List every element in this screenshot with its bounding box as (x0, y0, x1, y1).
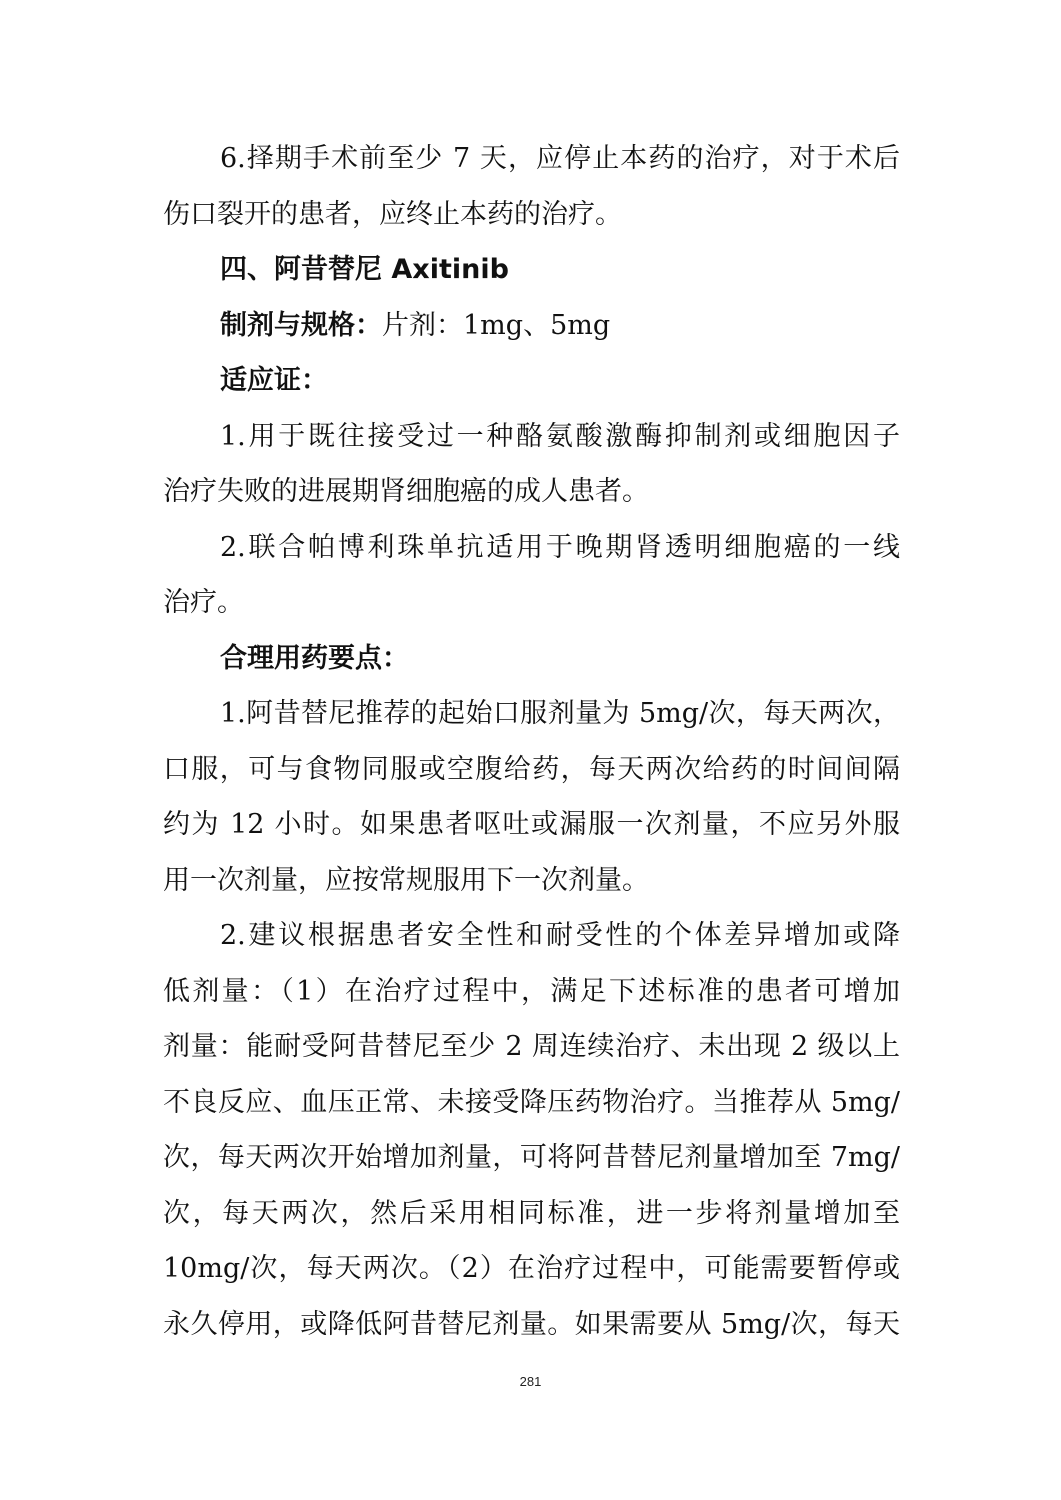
section-heading: 合理用药要点： (220, 642, 409, 674)
text-line: 低剂量：（1）在治疗过程中，满足下述标准的患者可增加 (163, 975, 900, 1007)
text-line: 2.建议根据患者安全性和耐受性的个体差异增加或降 (220, 920, 900, 951)
text-line: 6.择期手术前至少 7 天，应停止本药的治疗，对于术后 (220, 143, 900, 174)
text-line: 次，每天两次，然后采用相同标准，进一步将剂量增加至 (163, 1197, 900, 1229)
text-line: 剂量：能耐受阿昔替尼至少 2 周连续治疗、未出现 2 级以上 (163, 1031, 900, 1062)
text-line: 不良反应、血压正常、未接受降压药物治疗。当推荐从 5mg/ (163, 1086, 900, 1118)
text-line: 1.阿昔替尼推荐的起始口服剂量为 5mg/次，每天两次， (220, 698, 900, 729)
page-number: 281 (519, 1374, 542, 1389)
text-line: 用一次剂量，应按常规服用下一次剂量。 (163, 864, 649, 896)
text-line: 2.联合帕博利珠单抗适用于晚期肾透明细胞癌的一线 (220, 531, 900, 563)
document-body (163, 131, 900, 1352)
text-line: 永久停用，或降低阿昔替尼剂量。如果需要从 5mg/次，每天 (163, 1308, 900, 1340)
text-line (163, 298, 900, 354)
text-line: 口服，可与食物同服或空腹给药，每天两次给药的时间间隔 (163, 753, 900, 785)
text-line: 治疗。 (163, 587, 244, 618)
label-value: 片剂：1mg、5mg (382, 309, 611, 341)
section-heading: 适应证： (220, 365, 328, 396)
text-line: 治疗失败的进展期肾细胞癌的成人患者。 (163, 476, 649, 507)
section-heading: 四、阿昔替尼 Axitinib (220, 254, 509, 285)
text-line: 约为 12 小时。如果患者呕吐或漏服一次剂量，不应另外服 (163, 809, 900, 840)
text-line: 次，每天两次开始增加剂量，可将阿昔替尼剂量增加至 7mg/ (163, 1142, 900, 1173)
text-line: 1.用于既往接受过一种酪氨酸激酶抑制剂或细胞因子 (220, 420, 900, 452)
text-line: 10mg/次，每天两次。（2）在治疗过程中，可能需要暂停或 (163, 1253, 900, 1284)
text-line: 伤口裂开的患者，应终止本药的治疗。 (163, 198, 622, 230)
label-prefix: 制剂与规格： (220, 309, 382, 341)
